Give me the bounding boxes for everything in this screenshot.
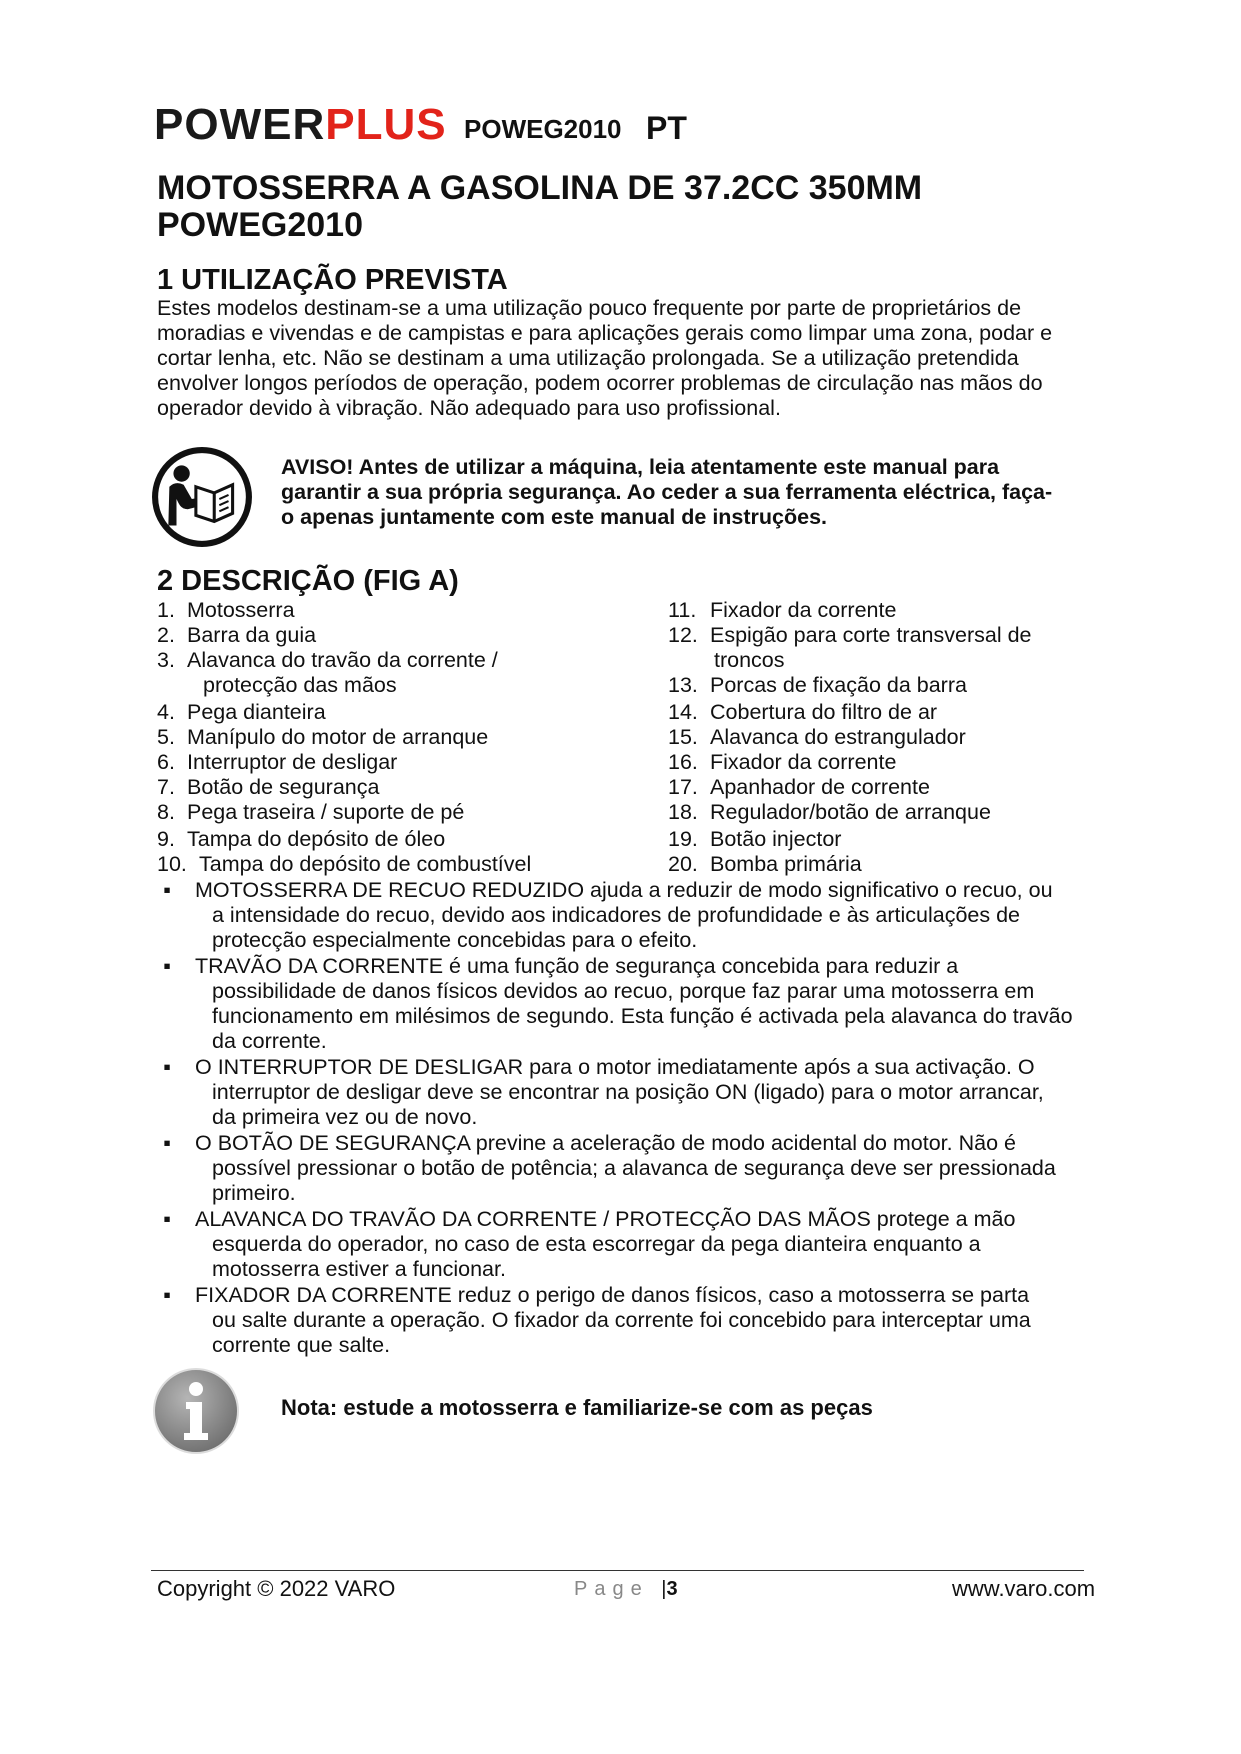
- bullet-item: ▪ O BOTÃO DE SEGURANÇA previne a aceleração de modo acidental do motor. Não é possível pressionar o botão de potência; a alavanca de segurança deve ser pressionada primeiro.: [157, 1131, 1097, 1206]
- section-1-paragraph: [157, 296, 1092, 421]
- bullet-marker: ▪: [163, 1207, 171, 1231]
- footer-page-indicator: [574, 1578, 678, 1601]
- brand-logo: [154, 102, 447, 148]
- bullet-marker: ▪: [163, 1055, 171, 1079]
- paragraph-line: moradias e vivendas e de campistas e para aplicações gerais como limpar uma zona, podar e: [157, 321, 1053, 345]
- bullet-item: ▪ O INTERRUPTOR DE DESLIGAR para o motor imediatamente após a sua activação. O interruptor de desligar deve se encontrar na posição ON (ligado) para o motor arrancar, da primeira vez ou de novo.: [157, 1055, 1097, 1130]
- footer-website: www.varo.com: [952, 1576, 1096, 1601]
- footer-divider: [151, 1570, 1084, 1571]
- header-model: POWEG2010: [464, 114, 622, 144]
- read-manual-icon: [151, 446, 253, 548]
- page-label: Page: [574, 1578, 649, 1600]
- paragraph-line: cortar lenha, etc. Não se destinam a uma utilização prolongada. Se a utilização pretendida: [157, 346, 1019, 370]
- section-2-heading: 2 DESCRIÇÃO (FIG A): [157, 565, 459, 597]
- brand-logo-part1: POWER: [154, 100, 326, 149]
- title-line-2: POWEG2010: [157, 206, 363, 244]
- feature-bullets: [157, 878, 1097, 1359]
- bullet-item: ▪ MOTOSSERRA DE RECUO REDUZIDO ajuda a reduzir de modo significativo o recuo, ou a intensidade do recuo, devido aos indicadores de profundidade e às articulações de protecção especialmente concebidas para o efeito.: [157, 878, 1097, 953]
- parts-list-left: 1. Motosserra 2. Barra da guia 3. Alavanca do travão da corrente / protecção das mãos 4. Pega dianteira 5. Manípulo do motor de arranque 6. Interruptor de desligar 7. Botão de segurança 8. Pega traseira / suporte de pé 9. Tampa do depósito de óleo 10. Tampa do depósito de combustível: [157, 598, 532, 876]
- paragraph-line: operador devido à vibração. Não adequado para uso profissional.: [157, 396, 781, 420]
- paragraph-line: envolver longos períodos de operação, podem ocorrer problemas de circulação nas mãos do: [157, 371, 1043, 395]
- bullet-marker: ▪: [163, 1283, 171, 1307]
- section-1-heading: 1 UTILIZAÇÃO PREVISTA: [157, 264, 508, 296]
- bullet-marker: ▪: [163, 954, 171, 978]
- warning-line: garantir a sua própria segurança. Ao ceder a sua ferramenta eléctrica, faça-: [281, 480, 1053, 504]
- bullet-item: ▪ FIXADOR DA CORRENTE reduz o perigo de danos físicos, caso a motosserra se parta ou salte durante a operação. O fixador da corrente foi concebido para interceptar uma corrente que salte.: [157, 1283, 1097, 1358]
- bullet-item: ▪ TRAVÃO DA CORRENTE é uma função de segurança concebida para reduzir a possibilidade de danos físicos devidos ao recuo, porque faz parar uma motosserra em funcionamento em milésimos de segundo. Esta função é activada pela alavanca do travão da corrente.: [157, 954, 1097, 1054]
- page-separator: |: [661, 1578, 667, 1600]
- bullet-marker: ▪: [163, 1131, 171, 1155]
- info-icon: [152, 1367, 240, 1455]
- title-line-1: MOTOSSERRA A GASOLINA DE 37.2CC 350MM: [157, 169, 923, 207]
- note-text: Nota: estude a motosserra e familiarize-se com as peças: [281, 1395, 873, 1420]
- brand-logo-part2: PLUS: [325, 100, 447, 149]
- bullet-marker: ▪: [163, 878, 171, 902]
- parts-list-right: 11. Fixador da corrente 12. Espigão para corte transversal de troncos 13. Porcas de fixação da barra 14. Cobertura do filtro de ar 15. Alavanca do estrangulador 16. Fixador da corrente 17. Apanhador de corrente 18. Regulador/botão de arranque 19. Botão injector 20. Bomba primária: [668, 598, 1032, 876]
- page-number: 3: [666, 1578, 678, 1600]
- bullet-item: ▪ ALAVANCA DO TRAVÃO DA CORRENTE / PROTECÇÃO DAS MÃOS protege a mão esquerda do operador, no caso de esta escorregar da pega dianteira enquanto a motosserra estiver a funcionar.: [157, 1207, 1097, 1282]
- page-title: [157, 170, 1057, 244]
- header-language: PT: [646, 110, 687, 146]
- warning-line: o apenas juntamente com este manual de instruções.: [281, 505, 828, 529]
- paragraph-line: Estes modelos destinam-se a uma utilização pouco frequente por parte de proprietários de: [157, 296, 1022, 320]
- warning-line: AVISO! Antes de utilizar a máquina, leia atentamente este manual para: [281, 455, 1000, 479]
- footer-copyright: Copyright © 2022 VARO: [157, 1576, 396, 1601]
- warning-text: [281, 455, 1083, 530]
